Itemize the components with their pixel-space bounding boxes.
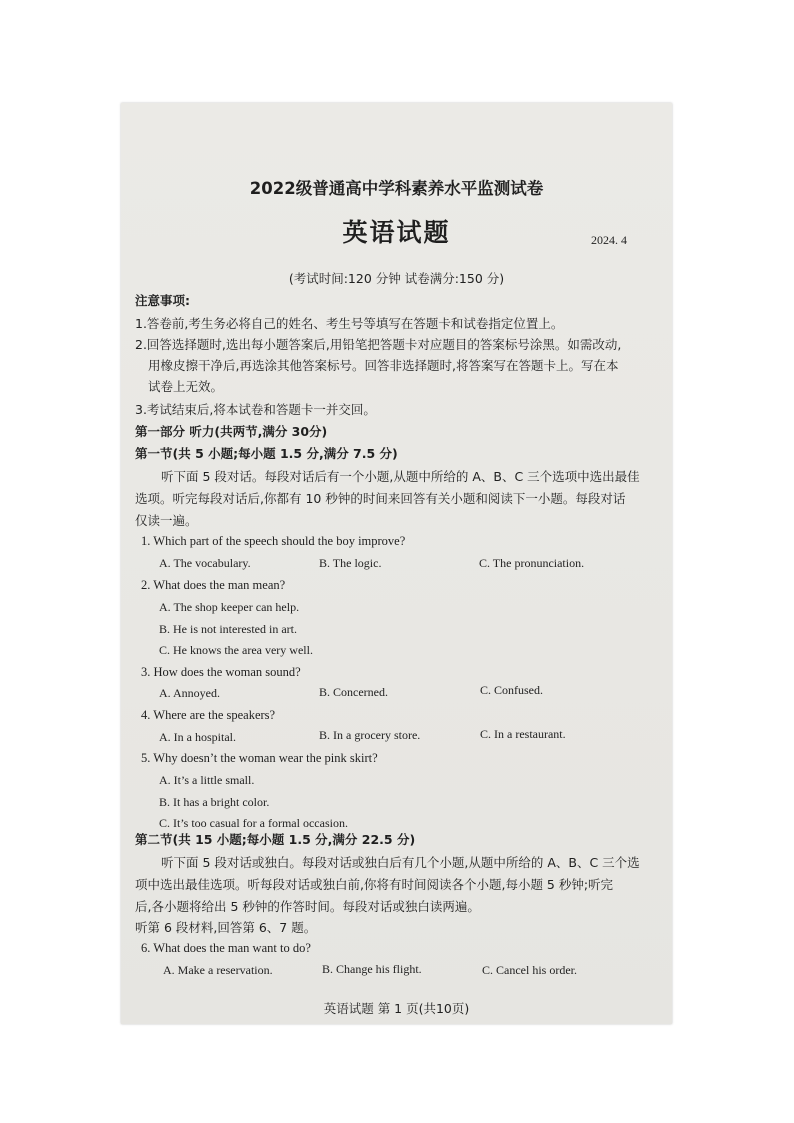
question-5-option-b: B. It has a bright color. (159, 795, 270, 809)
notes-heading: 注意事项: (135, 293, 190, 308)
section1-instructions-line-3: 仅读一遍。 (135, 513, 198, 528)
question-4-option-c: C. In a restaurant. (480, 727, 566, 741)
note-item-2-line-1: 2.回答选择题时,选出每小题答案后,用铅笔把答题卡对应题目的答案标号涂黑。如需改动, (135, 337, 622, 352)
question-1-option-a: A. The vocabulary. (159, 556, 251, 570)
question-1-option-b: B. The logic. (319, 556, 382, 570)
question-4-option-b: B. In a grocery store. (319, 728, 421, 742)
section1-instructions-line-1: 听下面 5 段对话。每段对话后有一个小题,从题中所给的 A、B、C 三个选项中选出最佳 (161, 469, 640, 484)
note-item-1: 1.答卷前,考生务必将自己的姓名、考生号等填写在答题卡和试卷指定位置上。 (135, 316, 564, 331)
question-1-stem: 1. Which part of the speech should the boy improve? (141, 534, 406, 548)
question-6-option-c: C. Cancel his order. (482, 963, 577, 977)
section2-instructions-line-3: 后,各小题将给出 5 秒钟的作答时间。每段对话或独白读两遍。 (135, 899, 480, 914)
section2-instructions-line-1: 听下面 5 段对话或独白。每段对话或独白后有几个小题,从题中所给的 A、B、C 三个选 (161, 855, 640, 870)
question-6-option-a: A. Make a reservation. (163, 963, 273, 977)
question-2-option-a: A. The shop keeper can help. (159, 600, 300, 614)
question-6-stem: 6. What does the man want to do? (141, 941, 311, 955)
note-item-3: 3.考试结束后,将本试卷和答题卡一并交回。 (135, 402, 376, 417)
question-6-option-b: B. Change his flight. (322, 962, 422, 976)
note-item-2-line-2: 用橡皮擦干净后,再选涂其他答案标号。回答非选择题时,将答案写在答题卡上。写在本 (148, 358, 619, 373)
exam-supertitle: 2022级普通高中学科素养水平监测试卷 (249, 179, 544, 198)
question-2-option-c: C. He knows the area very well. (159, 643, 313, 657)
question-3-stem: 3. How does the woman sound? (141, 665, 301, 679)
page-footer: 英语试题 第 1 页(共10页) (323, 1001, 470, 1016)
section2-instructions-line-2: 项中选出最佳选项。听每段对话或独白前,你将有时间阅读各个小题,每小题 5 秒钟;听完 (135, 877, 614, 892)
question-4-option-a: A. In a hospital. (159, 730, 236, 744)
question-2-stem: 2. What does the man mean? (141, 578, 286, 592)
section1-instructions-line-2: 选项。听完每段对话后,你都有 10 秒钟的时间来回答有关小题和阅读下一小题。每段对话 (135, 491, 626, 506)
question-5-stem: 5. Why doesn’t the woman wear the pink skirt? (141, 751, 378, 765)
show-through-text (451, 283, 661, 1003)
section2-material-note: 听第 6 段材料,回答第 6、7 题。 (135, 920, 317, 935)
question-3-option-a: A. Annoyed. (159, 686, 220, 700)
part1-heading: 第一部分 听力(共两节,满分 30分) (135, 424, 328, 439)
question-3-option-c: C. Confused. (480, 683, 543, 697)
exam-time-info: (考试时间:120 分钟 试卷满分:150 分) (288, 271, 505, 286)
exam-date: 2024. 4 (591, 233, 627, 247)
exam-title: 英语试题 (342, 218, 451, 247)
question-1-option-c: C. The pronunciation. (479, 556, 585, 570)
section2-heading: 第二节(共 15 小题;每小题 1.5 分,满分 22.5 分) (135, 832, 416, 847)
question-4-stem: 4. Where are the speakers? (141, 708, 276, 722)
note-item-2-line-3: 试卷上无效。 (148, 379, 224, 394)
question-3-option-b: B. Concerned. (319, 685, 388, 699)
question-5-option-c: C. It’s too casual for a formal occasion. (159, 816, 348, 830)
question-2-option-b: B. He is not interested in art. (159, 622, 297, 636)
question-5-option-a: A. It’s a little small. (159, 773, 255, 787)
section1-heading: 第一节(共 5 小题;每小题 1.5 分,满分 7.5 分) (135, 446, 398, 461)
exam-page (121, 103, 672, 1024)
